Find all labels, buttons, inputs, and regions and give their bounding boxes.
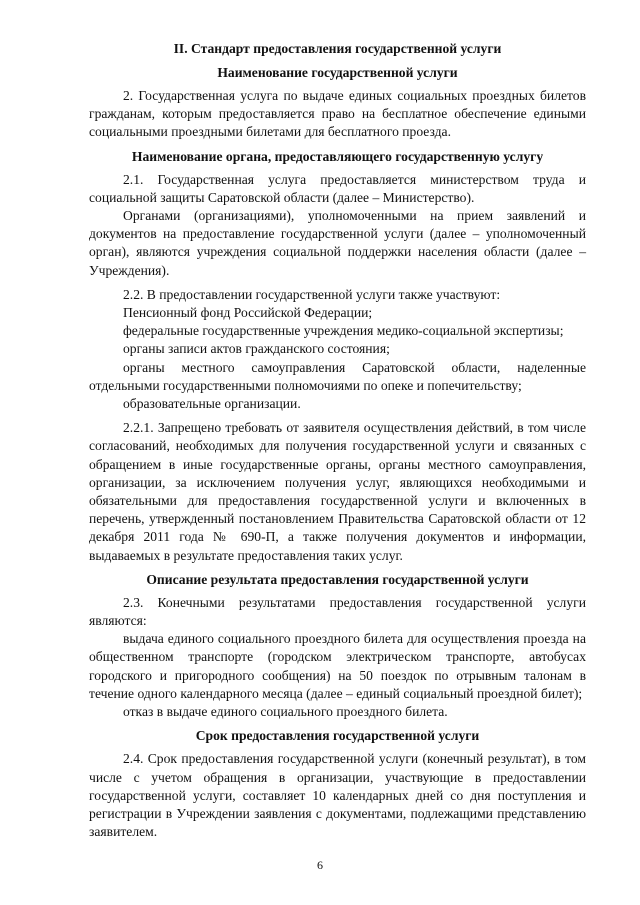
section-heading: II. Стандарт предоставления государственной услуги [173,41,502,56]
paragraph-2: 2. Государственная услуга по выдаче единых социальных проездных билетов гражданам, которым предоставляется право на бесплатное обеспечение едиными социальными проездными билетами для бесплатного проезда. [89,88,586,140]
paragraph-2-3: 2.3. Конечными результатами предоставления государственной услуги являются: [89,594,586,629]
organ-heading: Наименование органа, предоставляющего государственную услугу [131,148,544,164]
result-item-refusal: отказ в выдаче единого социального проездного билета. [123,704,448,720]
paragraph-2-2-1: 2.2.1. Запрещено требовать от заявителя осуществления действий, в том числе согласований, необходимых для получения государственной услуги и связанных с обращением в иные государственные органы, органы местного самоуправления, организации, за исключением получения услуг, являющихся необходимыми и обязательными для предоставления государственной услуги и включенных в перечень, утвержденный постановлением Правительства Саратовской области от 12 декабря 2011 года № 690-П, а также получения документов и информации, выдаваемых в результате предоставления таких услуг. [89,420,586,563]
term-heading: Срок предоставления государственной услуги [195,728,480,744]
paragraph-organs: Органами (организациями), уполномоченными на прием заявлений и документов на предоставление государственной услуги (далее – уполномоченный орган), являются учреждения социальной поддержки населения области (далее – Учреждения). [89,208,586,278]
service-name-heading: Наименование государственной услуги [217,65,458,80]
list-item: органы местного самоуправления Саратовской области, наделенные отдельными государственными полномочиями по опеке и попечительству; [89,359,586,393]
paragraph-2-1: 2.1. Государственная услуга предоставляется министерством труда и социальной защиты Саратовской области (далее – Министерство). [89,171,586,205]
paragraph-2-2: 2.2. В предоставлении государственной услуги также участвуют: [123,286,501,302]
page-number: 6 [317,858,323,872]
list-item: органы записи актов гражданского состояния; [123,341,390,357]
list-item: Пенсионный фонд Российской Федерации; [123,305,373,321]
list-item: федеральные государственные учреждения медико-социальной экспертизы; [123,323,564,339]
paragraph-2-4: 2.4. Срок предоставления государственной услуги (конечный результат), в том числе с учетом обращения в организации, участвующие в предоставлении государственной услуги, составляет 10 календарных дней со дня поступления и регистрации в Учреждении заявления с документами, подлежащими представлению заявителем. [89,751,586,840]
result-item-ticket: выдача единого социального проездного билета для осуществления проезда на общественном транспорте (городском электрическом транспорте, автобусах городского и пригородного сообщения) на 50 поездок по отрывным талонам в течение одного календарного месяца (далее – единый социальный проездной билет); [89,631,586,701]
list-item: образовательные организации. [123,396,301,412]
result-heading: Описание результата предоставления государственной услуги [146,571,529,587]
